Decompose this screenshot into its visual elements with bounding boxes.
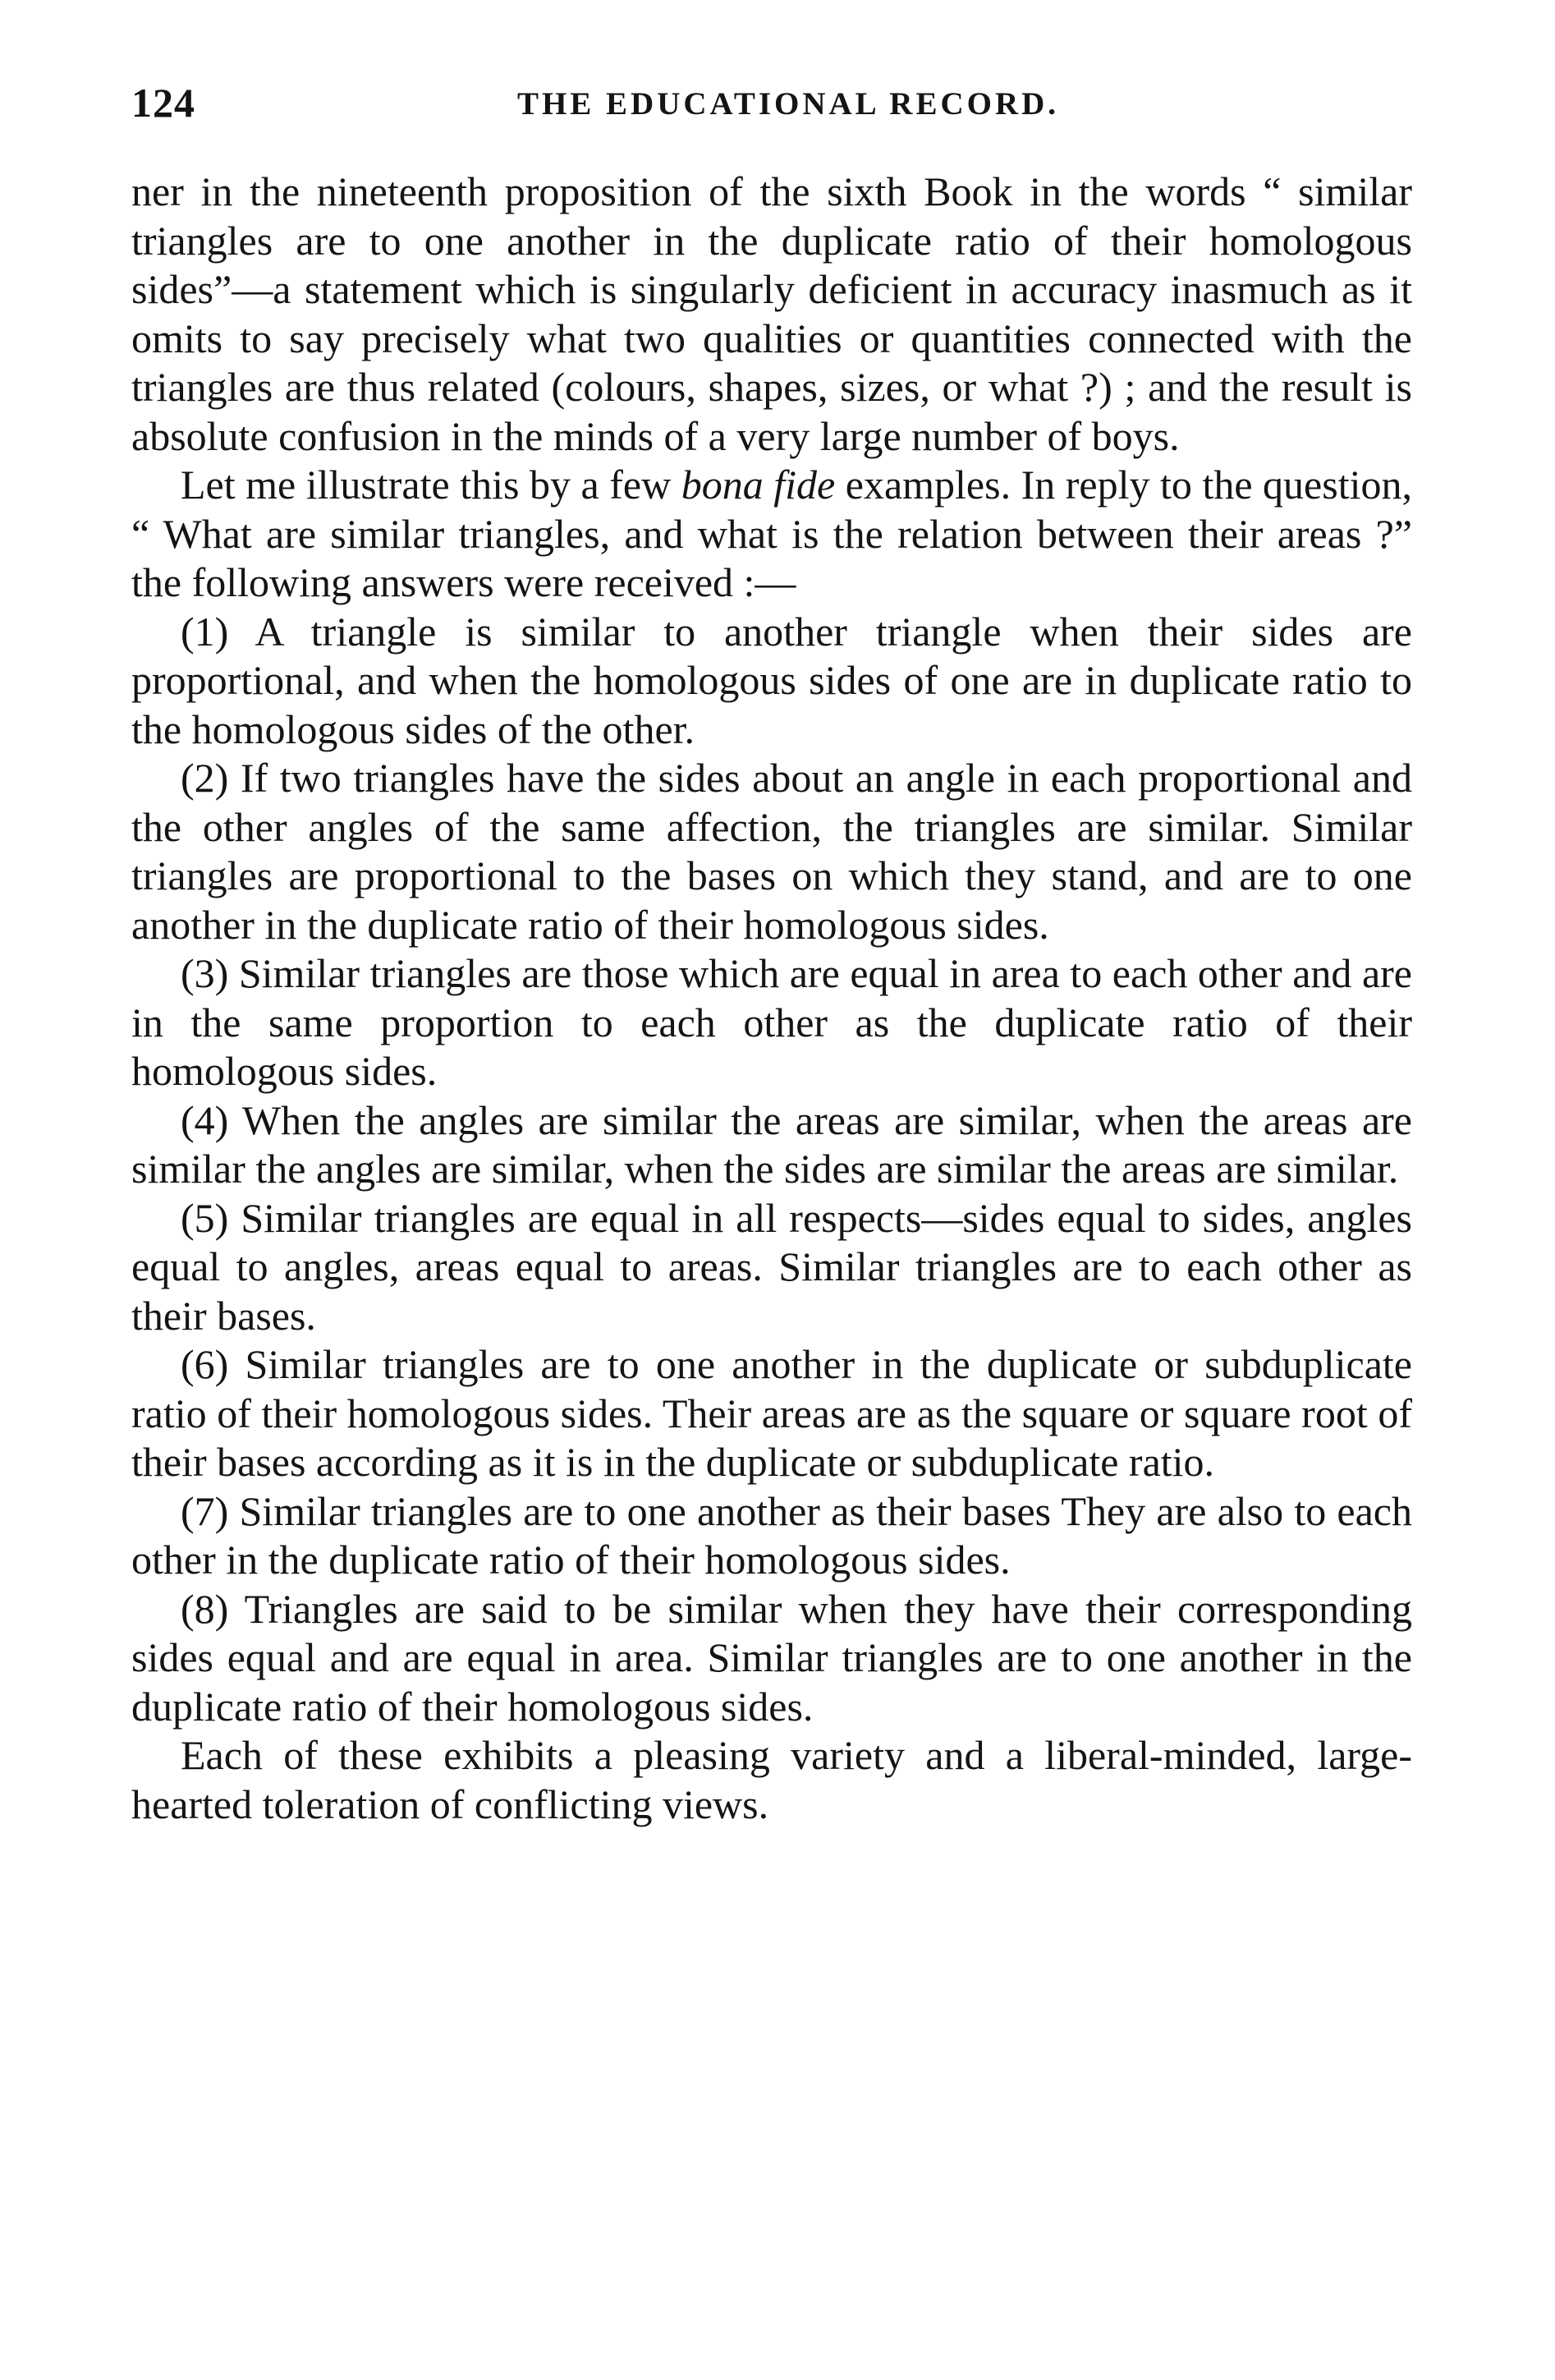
- answer-item-2: (2) If two triangles have the sides about an angle in each proportional and the other angles of the same affection, the triangles are similar. Similar triangles are proportional to the bases on which they stand, and are to one another in the duplicate ratio of their homologous sides.: [131, 755, 1412, 948]
- journal-title: THE EDUCATIONAL RECORD.: [516, 86, 1060, 122]
- examples-intro-text: Let me illustrate this by a few: [181, 462, 681, 508]
- paragraph-continuation: ner in the nineteenth proposition of the sixth Book in the words “ similar triangles are to one another in the duplicate ratio of their homologous sides”—a statement which is singularly deficient in accuracy inasmuch as it omits to say precisely what two qualities or quantities connected with the triangles are thus related (colours, shapes, sizes, or what ?) ; and the result is absolute confusion in the minds of a very large number of boys.: [131, 168, 1412, 459]
- paragraph-examples-intro: [131, 461, 1412, 608]
- closing-paragraph: Each of these exhibits a pleasing variety and a liberal-minded, large-hearted toleration of conflicting views.: [131, 1732, 1412, 1827]
- answer-item-4: (4) When the angles are similar the areas are similar, when the areas are similar the angles are similar, when the sides are similar the areas are similar.: [131, 1096, 1412, 1192]
- answer-list: [131, 608, 1412, 1732]
- book-page: [131, 79, 1412, 1829]
- answer-item-5: (5) Similar triangles are equal in all respects—sides equal to sides, angles equal to angles, areas equal to areas. Similar triangles are to each other as their bases.: [131, 1194, 1412, 1339]
- running-head: [131, 79, 1412, 145]
- answer-item-7: (7) Similar triangles are to one another as their bases They are also to each other in the duplicate ratio of their homologous sides.: [131, 1487, 1412, 1583]
- answer-item-1: (1) A triangle is similar to another triangle when their sides are proportional, and when the homologous sides of one are in duplicate ratio to the homologous sides of the other.: [131, 608, 1412, 752]
- answer-item-8: (8) Triangles are said to be similar when they have their corresponding sides equal and are equal in area. Similar triangles are to one another in the duplicate ratio of their homologous sides.: [131, 1585, 1412, 1730]
- italic-phrase: bona fide: [681, 462, 836, 508]
- answer-item-6: (6) Similar triangles are to one another in the duplicate or subduplicate ratio of their homologous sides. Their areas are as the square or square root of their bases according as it is in the duplicate or subduplicate ratio.: [131, 1341, 1412, 1485]
- examples-intro-text-cont: examples. In reply to the question, “ What are similar triangles, and what is the relation between their areas ?” the following answers were received :—: [131, 462, 1412, 605]
- body-text: [131, 168, 1412, 1829]
- page-number: 124: [131, 80, 195, 126]
- answer-item-3: (3) Similar triangles are those which are equal in area to each other and are in the same proportion to each other as the duplicate ratio of their homologous sides.: [131, 950, 1412, 1094]
